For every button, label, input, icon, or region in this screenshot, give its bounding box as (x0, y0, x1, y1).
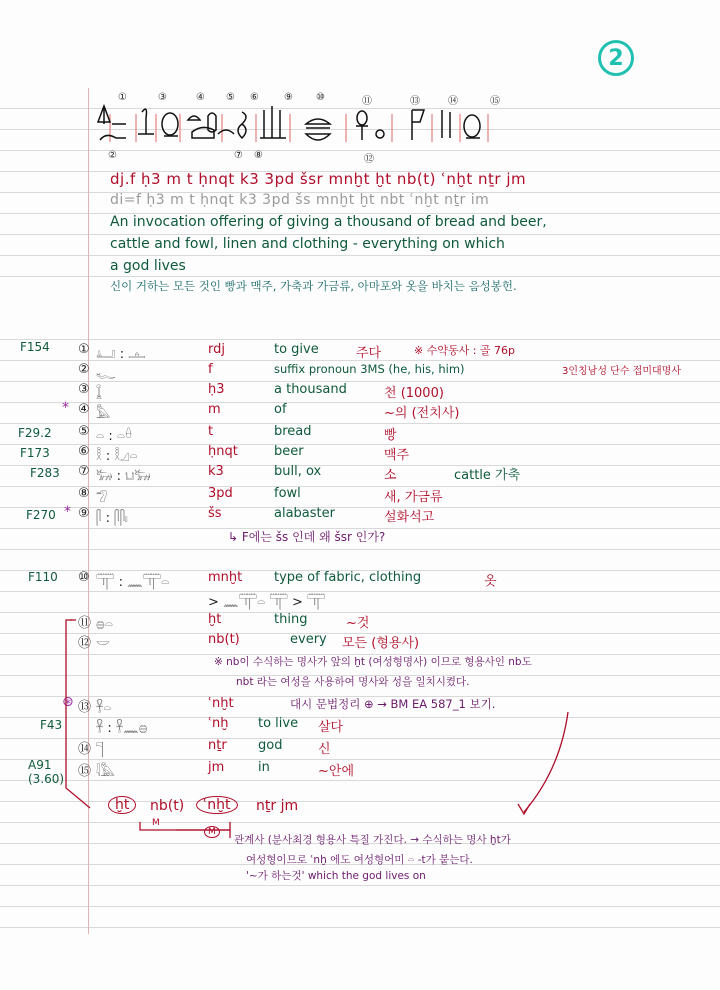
phrase-rest: nṯr jm (256, 798, 299, 814)
star-mark: ⊛ (62, 694, 74, 710)
bottom-note: 여성형이므로 ʿnḫ 에도 여성형어미 𓏏 -t가 붙는다. (246, 854, 473, 866)
phrase-mark: M (204, 826, 220, 838)
glyph-number: ⑪ (362, 96, 372, 107)
remark-line: nbt 라는 여성을 사용하여 명사와 성을 일치시켰다. (236, 676, 470, 688)
bottom-note: '~가 하는것' which the god lives on (246, 870, 426, 882)
ref-code: F173 (20, 446, 50, 460)
transliteration-alt: di=f ḥ3 m t ḥnqt k3 3pd šs mnḫt ḫt nbt ʿnḫt nṯr im (110, 192, 490, 208)
glyph-number: ⑫ (364, 154, 374, 165)
glyph-number: ④ (196, 92, 205, 103)
glyph-number: ⑥ (250, 92, 259, 103)
translation-korean: 신이 거하는 모든 것인 빵과 맥주, 가축과 가금류, 아마포와 옷을 바치는 음성봉헌. (110, 279, 517, 293)
remark-line: ※ nb이 수식하는 명사가 앞의 ḫt (여성형명사) 이므로 형용사인 nb도 (214, 656, 532, 668)
glyph-number: ⑭ (448, 96, 458, 107)
glyph-number: ⑧ (254, 150, 263, 161)
question-note: ↳ F에는 šs 인데 왜 šsr 인가? (228, 530, 386, 544)
bottom-margin (0, 932, 720, 990)
glyph-number: ① (118, 92, 127, 103)
glyph-number: ⑬ (410, 96, 420, 107)
ref-code: F154 (20, 340, 50, 354)
ref-code: F283 (30, 466, 60, 480)
glyph-number: ③ (158, 92, 167, 103)
phrase-ht: ḫt (108, 796, 136, 814)
ref-code: F270 (26, 508, 56, 522)
translation-line: An invocation offering of giving a thousand of bread and beer, (110, 214, 547, 230)
hieroglyph-strip (96, 94, 526, 164)
phrase-nbt: nb(t) (150, 798, 185, 814)
star-mark: * (62, 400, 69, 416)
star-mark: * (64, 504, 71, 520)
translation-line: cattle and fowl, linen and clothing - everything on which (110, 236, 505, 252)
derivation: > 𓈖𓋳𓏏 𓋳 > 𓋳 (208, 595, 326, 610)
glyph-number: ⑨ (284, 92, 293, 103)
ref-code: A91 (3.60) (28, 758, 65, 786)
bottom-note: 관계사 (분사최경 형용사 특질 가진다. → 수식하는 명사 ḫt가 (234, 834, 511, 846)
transliteration: dj.f ḥ3 m t ḥnqt k3 3pd šsr mnḫt ḫt nb(t) ʿnḫt nṯr jm (110, 170, 527, 188)
ref-code: F43 (40, 718, 63, 732)
glyph-number: ⑦ (234, 150, 243, 161)
page-number: 2 (598, 40, 634, 76)
translation-line: a god lives (110, 258, 186, 274)
glyph-number: ⑮ (490, 96, 500, 107)
glyph-number: ⑤ (226, 92, 235, 103)
phrase-mark: M (152, 818, 160, 828)
ref-code: F110 (28, 570, 58, 584)
section-gap (0, 290, 720, 338)
glyph-number: ② (108, 150, 117, 161)
glyph-number: ⑩ (316, 92, 325, 103)
phrase-anht: ʿnḫt (196, 796, 238, 814)
ref-code: F29.2 (18, 426, 52, 440)
